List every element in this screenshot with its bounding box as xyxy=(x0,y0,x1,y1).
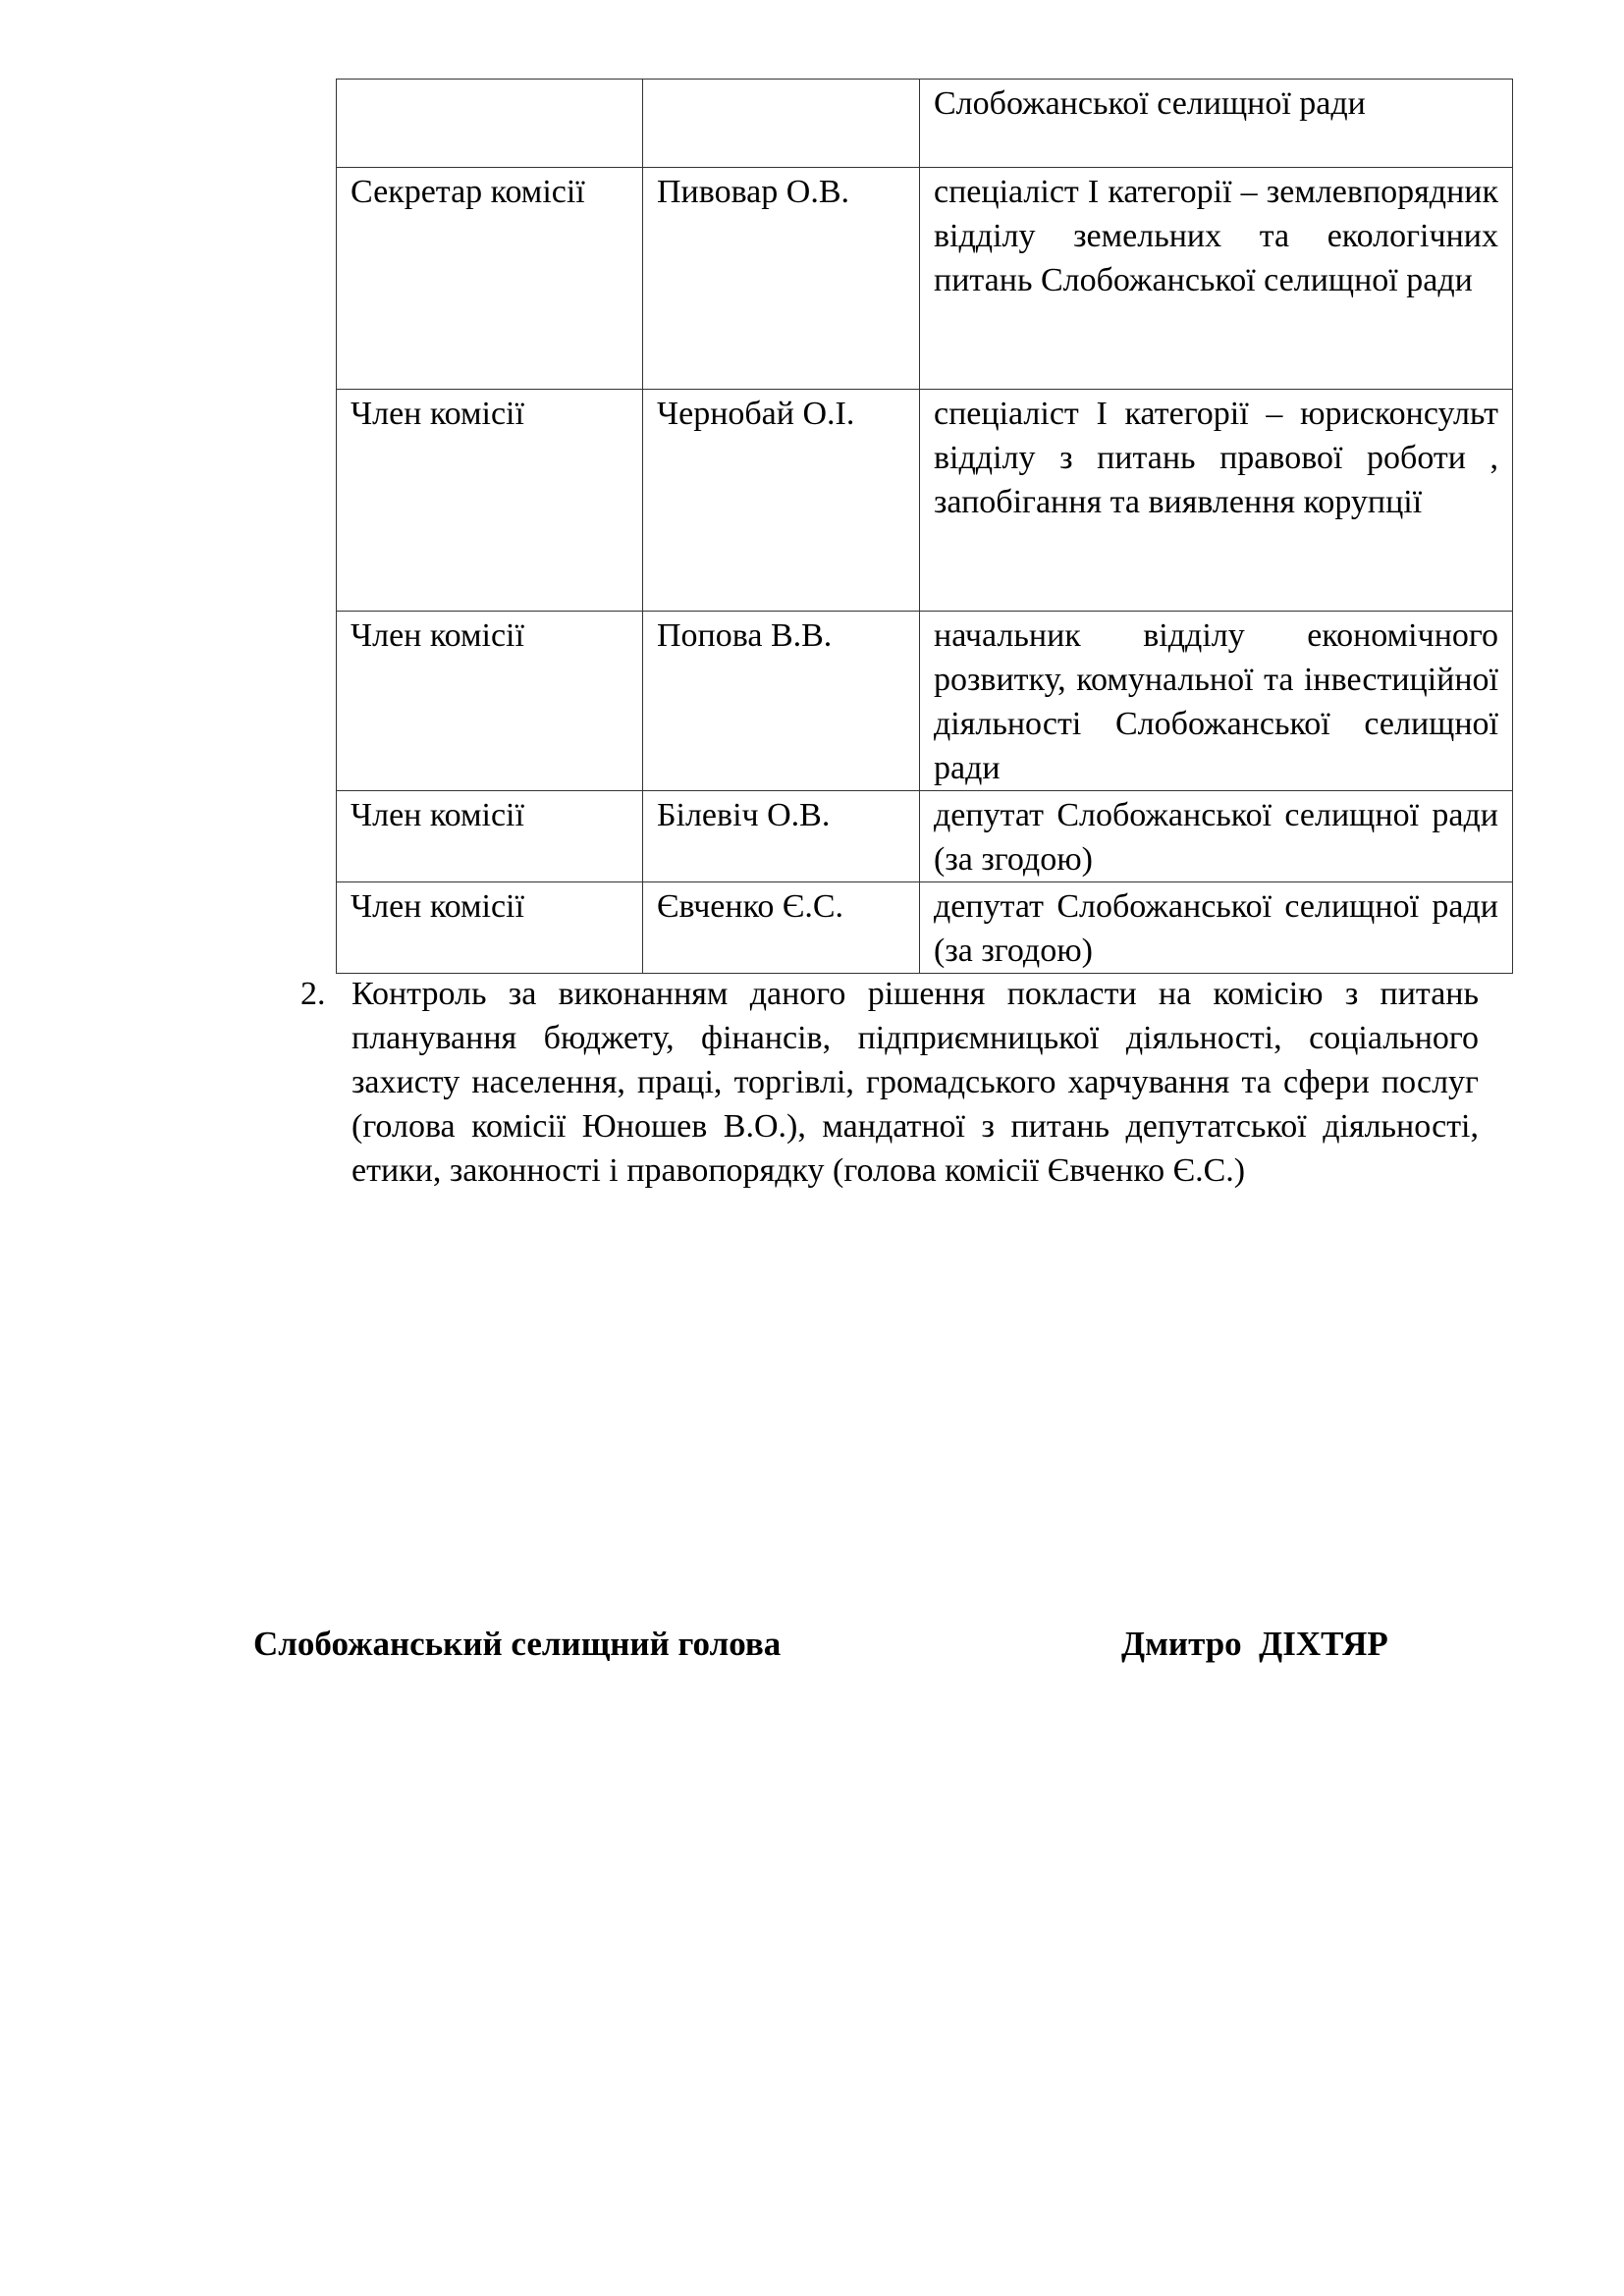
position-cell: спеціаліст І категорії – землевпорядник відділу земельних та екологічних питань Слобожанської селищної ради xyxy=(920,168,1513,390)
role-cell: Член комісії xyxy=(337,791,643,882)
name-cell: Білевіч О.В. xyxy=(643,791,920,882)
position-cell: спеціаліст І категорії – юрисконсульт відділу з питань правової роботи , запобігання та виявлення корупції xyxy=(920,390,1513,612)
role-cell xyxy=(337,80,643,168)
numbered-item-2 xyxy=(300,972,1479,1193)
name-cell: Чернобай О.І. xyxy=(643,390,920,612)
item-text: Контроль за виконанням даного рішення покласти на комісію з питань планування бюджету, фінансів, підприємницької діяльності, соціального захисту населення, праці, торгівлі, громадського харчування та сфери послуг (голова комісії Юношев В.О.), мандатної з питань депутатської діяльності, етики, законності і правопорядку (голова комісії Євченко Є.С.) xyxy=(352,976,1479,1189)
role-cell: Член комісії xyxy=(337,612,643,791)
signature-name: Дмитро ДІХТЯР xyxy=(1121,1625,1388,1663)
table-row xyxy=(337,168,1513,390)
role-cell: Член комісії xyxy=(337,882,643,974)
name-cell: Попова В.В. xyxy=(643,612,920,791)
name-cell: Пивовар О.В. xyxy=(643,168,920,390)
position-cell: депутат Слобожанської селищної ради (за згодою) xyxy=(920,882,1513,974)
table-row xyxy=(337,612,1513,791)
name-cell xyxy=(643,80,920,168)
table-row xyxy=(337,80,1513,168)
signature-title: Слобожанський селищний голова xyxy=(253,1625,782,1663)
role-cell: Член комісії xyxy=(337,390,643,612)
name-cell: Євченко Є.С. xyxy=(643,882,920,974)
role-cell: Секретар комісії xyxy=(337,168,643,390)
table-row xyxy=(337,882,1513,974)
position-cell: депутат Слобожанської селищної ради (за згодою) xyxy=(920,791,1513,882)
table-row xyxy=(337,791,1513,882)
item-number: 2. xyxy=(300,976,326,1012)
table-row xyxy=(337,390,1513,612)
position-cell: начальник відділу економічного розвитку, комунальної та інвестиційної діяльності Слобожанської селищної ради xyxy=(920,612,1513,791)
position-cell: Слобожанської селищної ради xyxy=(920,80,1513,168)
commission-table xyxy=(336,79,1513,974)
